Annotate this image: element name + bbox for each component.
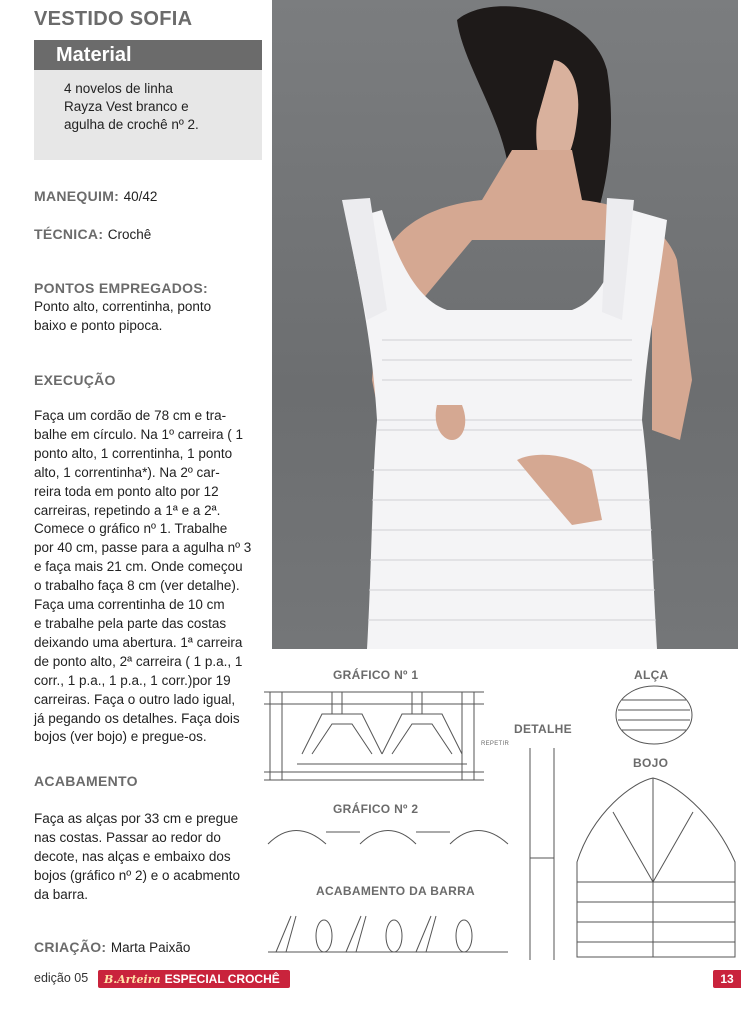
- detalhe-title: DETALHE: [514, 722, 572, 736]
- brand-name: ESPECIAL CROCHÊ: [164, 972, 280, 986]
- execucao-text: Faça um cordão de 78 cm e tra- balhe em círculo. Na 1º carreira ( 1 ponto alto, 1 correntinha, 1 ponto alto, 1 correntinha*). Na 2º car- reira toda em ponto alto por 12 carreiras, repetindo a 1ª e a 2ª. Comece o gráfico nº 1. Trabalhe por 40 cm, passe para a agulha nº 3 e faça mais 21 cm. Onde começou o trabalho faça 8 cm (ver detalhe). Faça uma correntinha de 10 cm e trabalhe pela parte das costas deixando uma abertura. 1ª carreira de ponto alto, 2ª carreira ( 1 p.a., 1 corr., 1 p.a., 1 p.a., 1 corr.)por 19 carreiras. Faça o outro lado igual, já pegando os detalhes. Faça dois bojos (ver bojo) e pregue-os.: [34, 408, 252, 745]
- material-box: [34, 40, 262, 160]
- alca-diagram: [614, 684, 694, 746]
- pontos-heading: PONTOS EMPREGADOS:: [34, 280, 208, 296]
- grafico2-title: GRÁFICO Nº 2: [333, 802, 419, 816]
- barra-title: ACABAMENTO DA BARRA: [316, 884, 476, 898]
- acabamento-heading: ACABAMENTO: [34, 773, 138, 789]
- model-photo: [272, 0, 738, 649]
- criacao-label: CRIAÇÃO:: [34, 939, 107, 955]
- criacao-row: [34, 939, 190, 957]
- page-title: VESTIDO SOFIA: [34, 8, 193, 30]
- magazine-brand: [98, 970, 290, 988]
- alca-title: ALÇA: [634, 668, 669, 682]
- dress-illustration: [272, 0, 738, 649]
- grafico1-diagram: [262, 684, 487, 784]
- bojo-title: BOJO: [633, 756, 669, 770]
- repetir-label: REPETIR: [481, 741, 510, 747]
- bojo-diagram: [573, 772, 739, 960]
- tecnica-value: Crochê: [107, 227, 152, 242]
- material-text: 4 novelos de linha Rayza Vest branco e agulha de crochê nº 2.: [64, 81, 199, 132]
- criacao-value: Marta Paixão: [110, 940, 191, 955]
- manequim-label: MANEQUIM:: [34, 188, 120, 204]
- barra-diagram: [266, 906, 510, 958]
- grafico1-title: GRÁFICO Nº 1: [333, 668, 419, 682]
- detalhe-diagram: [522, 748, 562, 960]
- manequim-row: [34, 188, 157, 206]
- acabamento-text: Faça as alças por 33 cm e pregue nas costas. Passar ao redor do decote, nas alças e embaixo dos bojos (gráfico nº 2) e o acabmento da barra.: [34, 811, 241, 902]
- pontos-text: Ponto alto, correntinha, ponto baixo e ponto pipoca.: [34, 299, 212, 333]
- grafico2-diagram: [266, 822, 510, 862]
- tecnica-row: [34, 226, 151, 244]
- execucao-heading: EXECUÇÃO: [34, 372, 116, 388]
- tecnica-label: TÉCNICA:: [34, 226, 104, 242]
- manequim-value: 40/42: [123, 189, 158, 204]
- edition-label: edição 05: [34, 971, 89, 985]
- brand-logo-tag: B.Arteira: [104, 973, 161, 986]
- material-heading: Material: [34, 40, 262, 70]
- page-number: 13: [713, 970, 741, 988]
